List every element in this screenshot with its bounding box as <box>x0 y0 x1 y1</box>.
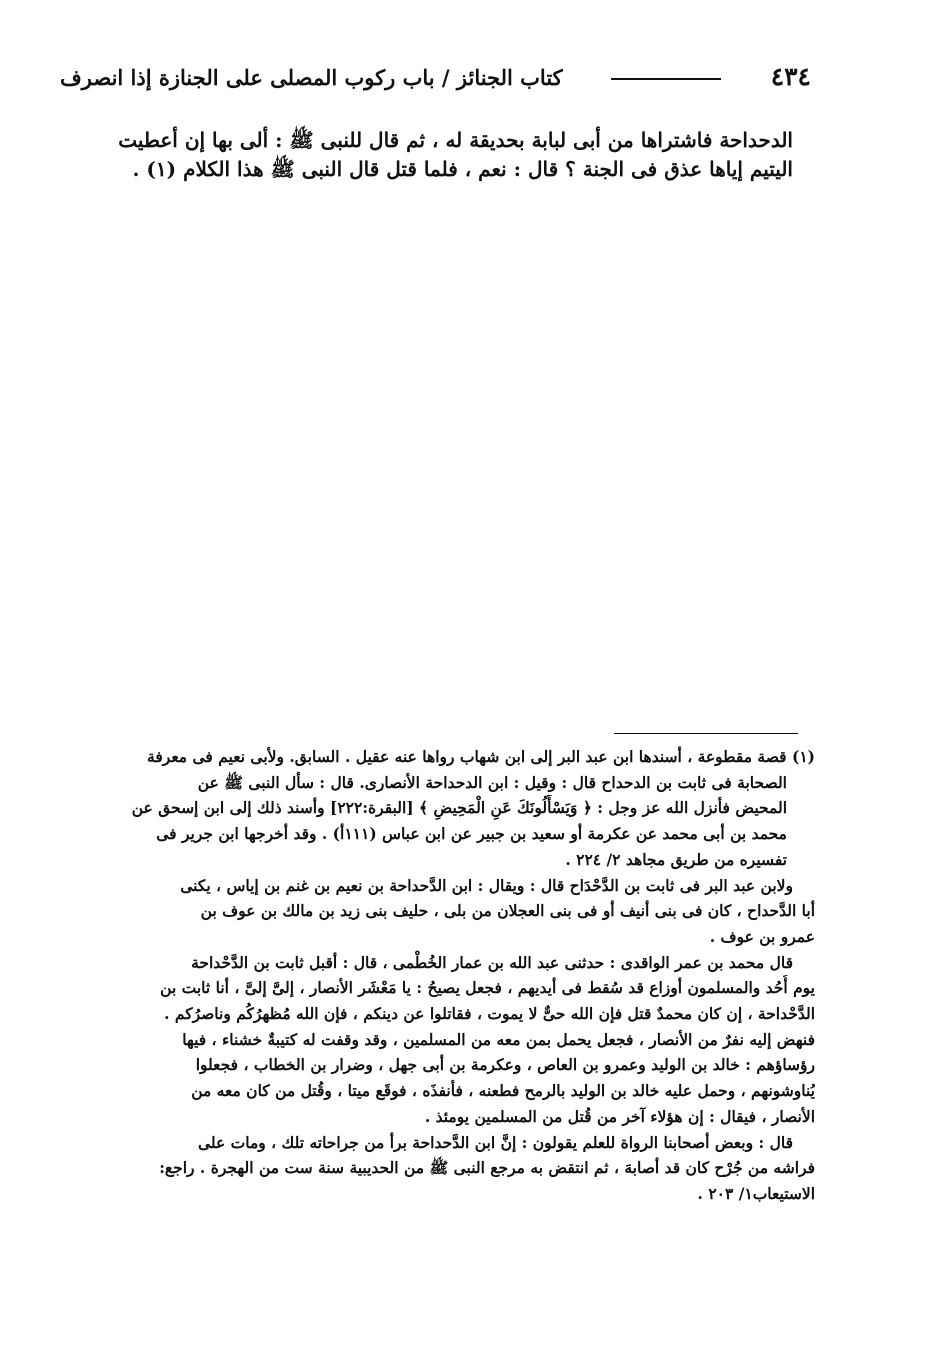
footnote-line <box>66 744 815 770</box>
footnote-line: الدَّحْداحة ، إن كان محمدٌ قتل فإن الله حىٌّ لا يموت ، فقاتلوا عن دينكم ، فإن الله مُظهرُكُم وناصرُكم . <box>164 1004 815 1024</box>
footnote-line: عمرو بن عوف . <box>709 926 815 946</box>
header-rule <box>611 78 721 80</box>
footnote-line-text: قصة مقطوعة ، أسندها ابن عبد البر إلى ابن شهاب رواها عنه عقيل . السابق. ولأبى نعيم فى معرفة <box>147 747 787 766</box>
footnote-paragraph <box>66 1130 815 1207</box>
main-text <box>60 126 793 184</box>
main-paragraph <box>60 126 793 184</box>
footnote-line: المحيض فأنزل الله عز وجل : ﴿ وَيَسْأَلُونَكَ عَنِ الْمَحِيضِ ﴾ [البقرة:٢٢٢] وأسند ذلك إلى ابن إسحق عن <box>131 798 787 818</box>
footnote-line: محمد بن أبى محمد عن عكرمة أو سعيد بن جبير عن ابن عباس (١١١أ) . وقد أخرجها ابن جرير فى <box>156 824 787 844</box>
footnote-line: فنهض إليه نفرٌ من الأنصار ، فجعل يحمل بمن معه من المسلمين ، وقد وقفت له كتيبةٌ خشناء ، فيها <box>182 1029 815 1049</box>
page-number: ٤٣٤ <box>770 62 811 91</box>
footnote-paragraph <box>66 744 815 873</box>
footnote-line: قال : وبعض أصحابنا الرواة للعلم يقولون : إنَّ ابن الدَّحداحة برأ من جراحاته تلك ، ومات على <box>197 1132 793 1152</box>
footnote-line: الصحابة فى ثابت بن الدحداح قال : وقيل : ابن الدحداحة الأنصارى. قال : سأل النبى ﷺ عن <box>197 772 787 792</box>
footnote-line: يُناوشونهم ، وحمل عليه خالد بن الوليد بالرمح فطعنه ، فأنفذَه ، فوقَع ميتا ، وقُتل من كان معه من <box>191 1081 815 1101</box>
running-title: كتاب الجنائز / باب ركوب المصلى على الجنازة إذا انصرف <box>60 65 563 90</box>
footnote-line: الأنصار ، فيقال : إن هؤلاء آخر من قُتل من المسلمين يومئذ . <box>424 1106 815 1126</box>
footnote-separator <box>614 733 798 734</box>
main-text-line: اليتيم إياها عذق فى الجنة ؟ قال : نعم ، فلما قتل قال النبى ﷺ هذا الكلام (١) . <box>132 157 793 181</box>
footnote-paragraph <box>66 873 815 950</box>
running-header <box>60 62 811 94</box>
footnote-line: فراشه من جُرْح كان قد أصابهَ ، ثم انتقض به مرجع النبى ﷺ من الحديبية سنة ست من الهجرة . راجع: <box>159 1158 815 1178</box>
footnote-marker: (١) <box>791 747 815 766</box>
main-text-line: الدحداحة فاشتراها من أبى لبابة بحديقة له ، ثم قال للنبى ﷺ : ألى بها إن أعطيت <box>118 128 793 152</box>
footnote-paragraph <box>66 950 815 1130</box>
footnote-line: رؤساؤهم : خالد بن الوليد وعمرو بن العاص ، وعكرمة بن أبى جهل ، وضرار بن الخطاب ، فجعلوا <box>195 1055 815 1075</box>
footnote-line: قال محمد بن عمر الواقدى : حدثنى عبد الله بن عمار الخُطْمى ، قال : أقبل ثابت بن الدَّحْداحة <box>191 952 793 972</box>
footnote-line: تفسيره من طريق مجاهد ٢/ ٢٢٤ . <box>565 849 787 869</box>
footnotes <box>66 744 815 1207</box>
footnote-line: يوم أُحُد والمسلمون أوزاع قد سُقط فى أيديهم ، فجعل يصيحُ : يا مَعْشَر الأنصار ، إلىَّ إلىَّ ، أنا ثابت بن <box>160 978 815 998</box>
footnote-line: أبا الدَّحداح ، كان فى بنى أنيف أو فى بنى العجلان من بلى ، حليف بنى زيد بن مالك بن عوف بن <box>200 901 815 921</box>
footnote-line: الاستيعاب١/ ٢٠٣ . <box>697 1183 815 1203</box>
footnote-line: ولابن عبد البر فى ثابت بن الدَّحْدَاح قال : ويقال : ابن الدَّحداحة بن نعيم بن غنم بن إياس ، يكنى <box>180 875 793 895</box>
